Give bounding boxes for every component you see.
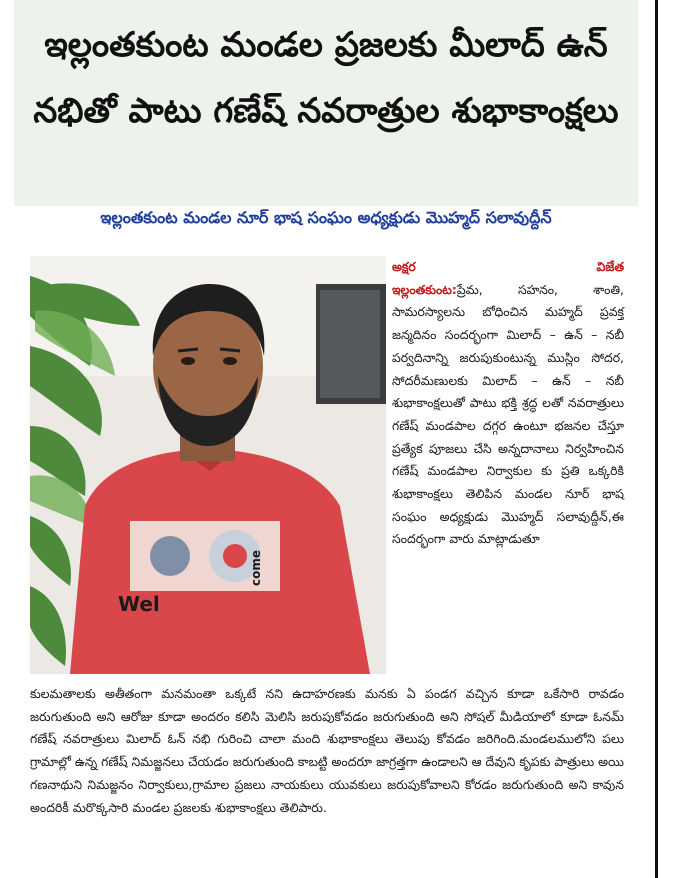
headline: ఇల్లంతకుంట మండల ప్రజలకు మీలాద్ ఉన్ నభితో పాటు గణేష్ నవరాత్రుల శుభాకాంక్షలు [33, 25, 619, 131]
dateline: ఇల్లంతకుంట: [392, 281, 457, 297]
svg-text:come: come [249, 550, 263, 586]
headline-box [14, 0, 638, 206]
body-column-text: ప్రేమ, సహనం, శాంతి, సామరస్యాలను బోధించిన మహ్మద్ ప్రవక్త జన్మదినం సందర్భంగా మిలాద్ – ఉన్ – నబీ పర్వదినాన్ని జరుపుకుంటున్న ముస్లిం సోదర, సోదరీమణులకు మిలాద్ – ఉన్ – నబీ శుభాకాంక్షలుతో పాటు భక్తి శ్రద్ధ లతో నవరాత్రులు గణేష్ మండపాల దగ్గర ఉంటూ భజనల చేస్తూ ప్రత్యేక పూజలు చేసి అన్నదానాలు నిర్వహించిన గణేష్ మండపాల నిర్వాకుల కు ప్రతి ఒక్కరికి శుభాకాంక్షలు తెలిపిన మండల నూర్ భాష సంఘం అధ్యక్షుడు మొహ్మద్ సలావుద్దీన్,ఈ సందర్భంగా వారు మాట్లాడుతూ [392, 281, 624, 547]
subheadline: ఇల్లంతకుంట మండల నూర్ భాష సంఘం అధ్యక్షుడు మొహ్మద్ సలావుద్దీన్ [100, 208, 552, 227]
column-rule [655, 0, 658, 878]
byline-right: విజేత [596, 259, 624, 274]
byline [392, 256, 624, 279]
byline-left: అక్షర [392, 259, 416, 274]
article-lead [392, 279, 624, 551]
article-body-column [392, 256, 624, 551]
svg-text:Wel: Wel [118, 592, 160, 616]
portrait-photo-icon [30, 256, 386, 674]
article-body-full: కులమతాలకు అతీతంగా మనమంతా ఒక్కటే నని ఉదాహరణకు మనకు ఏ పండగ వచ్చిన కూడా ఒకేసారి రావడం జరుగుతుంది అని ఆరోజు కూడా అందరం కలిసి మెలిసి జరుపుకోవడం జరుగుతుంది అని సోషల్ మీడియాలో కూడా ఓనమ్ గణేష్ నవరాత్రులు మిలాద్ ఓన్ నభి గురించి చాలా మంది శుభాకాంక్షలు తెలుపు కోవడం జరిగింది.మండలములోని పలు గ్రామాల్లో ఉన్న గణేష్ నిమజ్జనలు చేయడం జరుగుతుంది కాబట్టి అందరూ జాగ్రత్తగా ఉండాలని ఆ దేవుని కృపకు పాత్రులు అయి గణనాథుని నిమజ్జనం నిర్వాకులు,గ్రామాల ప్రజలు నాయకులు యువకులు జరుపుకోవాలని కోరడం జరుగుతుంది అని కావున అందరికీ మరొక్కసారి మండల ప్రజలకు శుభాకాంక్షలు తెలిపారు. [30, 686, 624, 815]
